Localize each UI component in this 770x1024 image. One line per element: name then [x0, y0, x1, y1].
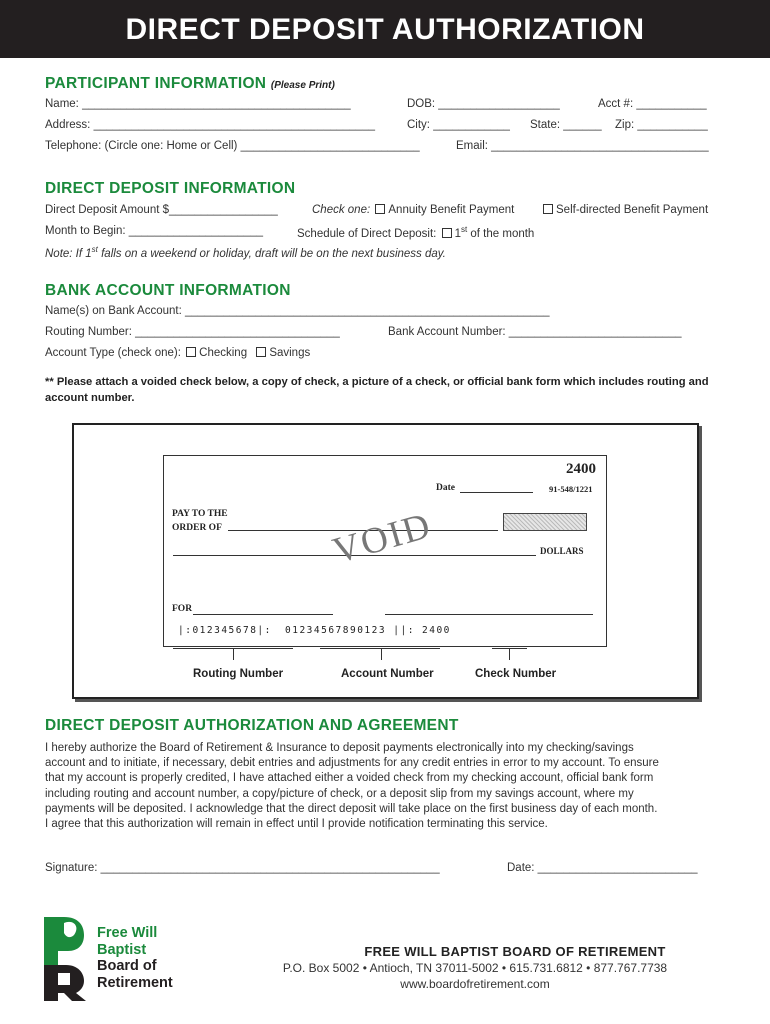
attach-check-note: ** Please attach a voided check below, a copy of check, a picture of a check, or official bank form which includes routing and account number.	[45, 376, 709, 404]
footer-org-name: FREE WILL BAPTIST BOARD OF RETIREMENT	[364, 944, 666, 959]
self-directed-label: Self-directed Benefit Payment	[556, 204, 709, 216]
annuity-label: Annuity Benefit Payment	[388, 204, 515, 216]
logo-line-3: Board of	[97, 958, 157, 974]
check-date-line	[460, 492, 533, 493]
pay-to-line-2: ORDER OF	[172, 523, 222, 533]
pay-to-line-1: PAY TO THE	[172, 509, 228, 519]
micr-routing: |:012345678|:	[178, 625, 272, 636]
name-field[interactable]: Name: __________________________________________	[45, 98, 351, 110]
amount-box	[503, 513, 587, 531]
logo-line-1: Free Will	[97, 925, 158, 941]
state-field[interactable]: State: ______	[530, 119, 602, 131]
agreement-line: payments will be deposited. I acknowledge that the direct deposit will take place on the first business day of each month.	[45, 802, 658, 815]
bank-section-title: BANK ACCOUNT INFORMATION	[45, 282, 291, 299]
first-of-month-number: 1	[454, 227, 461, 240]
agreement-text	[45, 741, 659, 832]
check-fraction: 91-548/1221	[549, 484, 593, 494]
agreement-line: I hereby authorize the Board of Retirement & Insurance to deposit payments electronically into my checking/savings	[45, 742, 634, 754]
deposit-note-prefix: Note: If 1	[45, 247, 92, 260]
check-number-top: 2400	[566, 461, 596, 477]
schedule-option	[297, 225, 534, 240]
annuity-checkbox[interactable]	[375, 204, 385, 214]
deposit-section-title: DIRECT DEPOSIT INFORMATION	[45, 180, 296, 197]
telephone-field[interactable]: Telephone: (Circle one: Home or Cell) ____________________________	[45, 140, 420, 152]
deposit-note-suffix: falls on a weekend or holiday, draft will be on the next business day.	[97, 247, 446, 260]
checking-label: Checking	[199, 347, 248, 359]
micr-check-number: 2400	[422, 625, 451, 636]
savings-label: Savings	[269, 347, 311, 359]
account-type-label: Account Type (check one):	[45, 347, 181, 359]
deposit-note-sup: st	[91, 245, 98, 254]
void-stamp: VOID	[328, 504, 437, 573]
participant-title-text: PARTICIPANT INFORMATION	[45, 75, 267, 92]
participant-section-title	[45, 75, 335, 93]
month-to-begin-field[interactable]: Month to Begin: _____________________	[45, 225, 264, 237]
self-directed-checkbox[interactable]	[543, 204, 553, 214]
account-bracket	[320, 648, 440, 649]
for-label: FOR	[172, 604, 193, 614]
agreement-line: I agree that this authorization will remain in effect until I provide notification terminating this service.	[45, 818, 548, 831]
account-number-label: Account Number	[341, 668, 434, 680]
routing-bracket-tick	[233, 648, 234, 660]
micr-account: 01234567890123 ||:	[285, 625, 415, 636]
first-of-month-sup: st	[460, 225, 468, 234]
acct-field[interactable]: Acct #: ___________	[598, 98, 707, 110]
first-of-month-label: of the month	[467, 227, 535, 240]
account-bracket-tick	[381, 648, 382, 660]
schedule-label: Schedule of Direct Deposit:	[297, 227, 437, 240]
first-of-month-checkbox[interactable]	[442, 228, 452, 238]
participant-subtitle: (Please Print)	[270, 80, 335, 91]
check-one-option-group	[312, 204, 514, 216]
bank-account-number-field[interactable]: Bank Account Number: ___________________________	[388, 326, 682, 338]
city-field[interactable]: City: ____________	[407, 119, 510, 131]
self-directed-option	[541, 204, 708, 216]
fwb-logo-mark	[44, 917, 92, 1006]
check-number-label: Check Number	[475, 668, 557, 680]
logo-line-2: Baptist	[97, 941, 147, 958]
pay-to-label	[172, 507, 228, 535]
agreement-line: that my account is properly credited, I have attached either a voided check from my checking account, official bank form	[45, 772, 654, 785]
account-type-row	[45, 347, 310, 359]
logo-line-4: Retirement	[97, 974, 173, 991]
page-title: DIRECT DEPOSIT AUTHORIZATION	[125, 13, 645, 46]
dollars-label: DOLLARS	[540, 546, 584, 556]
check-number-bracket-tick	[509, 648, 510, 660]
bank-names-field[interactable]: Name(s) on Bank Account: _________________________________________________________	[45, 305, 550, 317]
routing-number-field[interactable]: Routing Number: ________________________________	[45, 326, 340, 338]
signature-line-check	[385, 614, 593, 615]
memo-line	[193, 614, 333, 615]
savings-checkbox[interactable]	[256, 347, 266, 357]
footer-address: P.O. Box 5002 • Antioch, TN 37011-5002 • 615.731.6812 • 877.767.7738	[282, 961, 668, 975]
agreement-line: including routing and account number, a copy/picture of check, or a deposit slip from my savings account, where my	[45, 787, 634, 800]
zip-field[interactable]: Zip: ___________	[615, 119, 708, 131]
checking-checkbox[interactable]	[186, 347, 196, 357]
address-field[interactable]: Address: ____________________________________________	[45, 119, 375, 131]
agreement-section-title: DIRECT DEPOSIT AUTHORIZATION AND AGREEMENT	[45, 717, 459, 734]
deposit-amount-field[interactable]: Direct Deposit Amount $_________________	[45, 204, 278, 216]
signature-date-field[interactable]: Date: _________________________	[507, 862, 698, 874]
check-date-label: Date	[436, 483, 455, 493]
agreement-line: account and to initiate, if necessary, debit entries and adjustments for any credit entries in error to my account. To ensure	[45, 757, 659, 770]
footer-website[interactable]: www.boardofretirement.com	[400, 977, 550, 991]
signature-field[interactable]: Signature: _____________________________________________________	[45, 862, 440, 874]
routing-number-label: Routing Number	[193, 668, 284, 680]
email-field[interactable]: Email: __________________________________	[456, 140, 709, 152]
fwb-logo-text	[97, 925, 173, 991]
check-one-label: Check one:	[312, 204, 371, 216]
dob-field[interactable]: DOB: ___________________	[407, 98, 560, 110]
deposit-note	[45, 245, 446, 260]
